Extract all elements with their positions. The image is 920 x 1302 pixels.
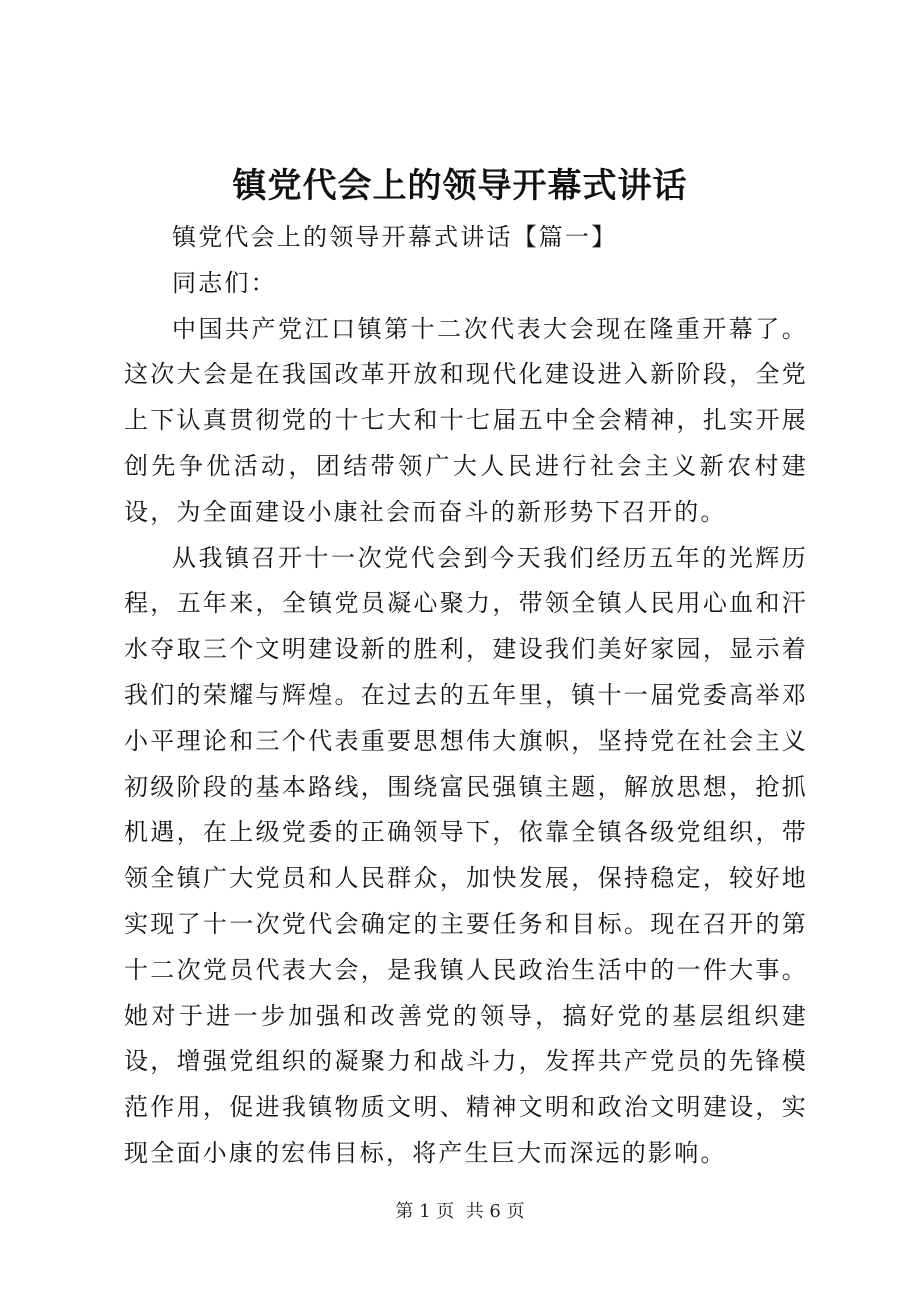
salutation: 同志们： [172,268,277,297]
document-body [124,215,808,1177]
page-number: 第 1 页 共 6 页 [395,1201,525,1222]
paragraph: 从我镇召开十一次党代会到今天我们经历五年的光辉历程，五年来，全镇党员凝心聚力，带领全镇人民用心血和汗水夺取三个文明建设新的胜利，建设我们美好家园，显示着我们的荣耀与辉煌。在过去的五年里，镇十一届党委高举邓小平理论和三个代表重要思想伟大旗帜，坚持党在社会主义初级阶段的基本路线，围绕富民强镇主题，解放思想，抢抓机遇，在上级党委的正确领导下，依靠全镇各级党组织，带领全镇广大党员和人民群众，加快发展，保持稳定，较好地实现了十一次党代会确定的主要任务和目标。现在召开的第十二次党员代表大会，是我镇人民政治生活中的一件大事。她对于进一步加强和改善党的领导，搞好党的基层组织建设，增强党组织的凝聚力和战斗力，发挥共产党员的先锋模范作用，促进我镇物质文明、精神文明和政治文明建设，实现全面小康的宏伟目标，将产生巨大而深远的影响。 [124,543,808,1167]
document-title: 镇党代会上的领导开幕式讲话 [232,166,688,206]
page-footer [0,1198,920,1226]
paragraph: 中国共产党江口镇第十二次代表大会现在隆重开幕了。这次大会是在我国改革开放和现代化建设进入新阶段，全党上下认真贯彻党的十七大和十七届五中全会精神，扎实开展创先争优活动，团结带领广大人民进行社会主义新农村建设，为全面建设小康社会而奋斗的新形势下召开的。 [124,314,808,526]
section-heading: 镇党代会上的领导开幕式讲话【篇一】 [172,223,618,251]
